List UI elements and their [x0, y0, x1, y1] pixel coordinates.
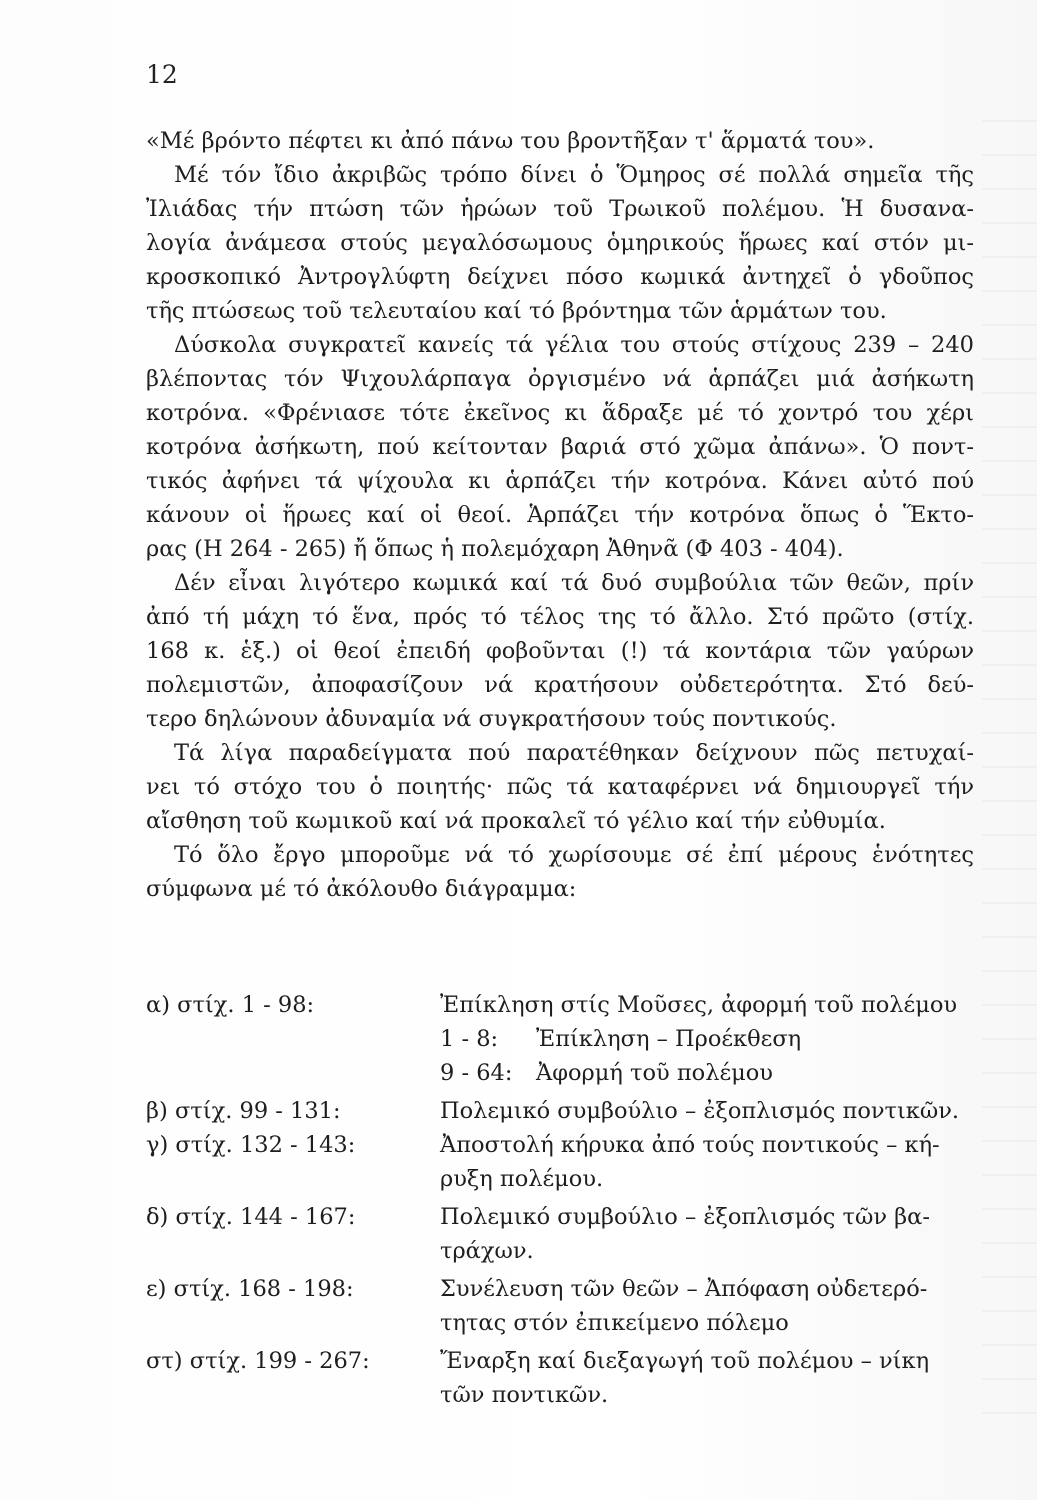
outline-row-continuation — [146, 1234, 996, 1268]
outline-text: Πολεμικό συμβούλιο – ἐξοπλισμός ποντικῶν. — [440, 1098, 960, 1124]
text-line: τερο δηλώνουν ἀδυναμία νά συγκρατήσουν τούς ποντικούς. — [146, 706, 837, 732]
outline-text: Ἐπίκληση στίς Μοῦσες, ἀφορμή τοῦ πολέμου — [440, 992, 958, 1018]
body-text — [146, 124, 974, 906]
outline-sub-label: 1 - 8: — [440, 1026, 499, 1052]
outline-row — [146, 988, 996, 1022]
outline-sub-text: Ἀφορμή τοῦ πολέμου — [536, 1060, 773, 1086]
text-line: ἀπό τή μάχη τό ἕνα, πρός τό τέλος της τό ἄλλο. Στό πρῶτο (στίχ. — [146, 604, 974, 630]
outline-text: τητας στόν ἐπικείμενο πόλεμο — [440, 1310, 789, 1336]
text-line: «Μέ βρόντο πέφτει κι ἀπό πάνω του βροντῆξαν τ' ἅρματά του». — [146, 128, 875, 154]
text-line: τῆς πτώσεως τοῦ τελευταίου καί τό βρόντημα τῶν ἁρμάτων του. — [146, 298, 887, 324]
outline-text: Πολεμικό συμβούλιο – ἐξοπλισμός τῶν βα- — [440, 1204, 930, 1230]
outline-text: ρυξη πολέμου. — [440, 1166, 604, 1192]
text-line: Ἰλιάδας τήν πτώση τῶν ἡρώων τοῦ Τρωικοῦ πολέμου. Ἡ δυσανα- — [146, 196, 974, 222]
outline-row — [146, 1128, 996, 1162]
text-line: αἴσθηση τοῦ κωμικοῦ καί νά προκαλεῖ τό γέλιο καί τήν εὐθυμία. — [146, 808, 886, 834]
text-line: ρας (Η 264 - 265) ἤ ὅπως ἡ πολεμόχαρη Ἀθηνᾶ (Φ 403 - 404). — [146, 536, 844, 562]
outline-label: δ) στίχ. 144 - 167: — [146, 1204, 356, 1230]
outline-label: γ) στίχ. 132 - 143: — [146, 1132, 356, 1158]
outline-subrow — [146, 1056, 996, 1090]
outline-label: ε) στίχ. 168 - 198: — [146, 1276, 354, 1302]
text-line: Μέ τόν ἴδιο ἀκριβῶς τρόπο δίνει ὁ Ὅμηρος σέ πολλά σημεῖα τῆς — [174, 162, 974, 188]
text-line: πολεμιστῶν, ἀποφασίζουν νά κρατήσουν οὐδετερότητα. Στό δεύ- — [146, 672, 974, 698]
outline-sub-text: Ἐπίκληση – Προέκθεση — [536, 1026, 802, 1052]
outline-subrow — [146, 1022, 996, 1056]
outline-text: τράχων. — [440, 1238, 534, 1264]
text-line: Δέν εἶναι λιγότερο κωμικά καί τά δυό συμβούλια τῶν θεῶν, πρίν — [174, 570, 974, 596]
outline-text: Ἔναρξη καί διεξαγωγή τοῦ πολέμου – νίκη — [440, 1348, 930, 1374]
outline-sub-label: 9 - 64: — [440, 1060, 513, 1086]
outline-label: α) στίχ. 1 - 98: — [146, 992, 315, 1018]
text-line: κροσκοπικό Ἀντρογλύφτη δείχνει πόσο κωμικά ἀντηχεῖ ὁ γδοῦπος — [146, 264, 974, 290]
text-line: τικός ἀφήνει τά ψίχουλα κι ἁρπάζει τήν κοτρόνα. Κάνει αὐτό πού — [146, 468, 974, 494]
outline-row-continuation — [146, 1162, 996, 1196]
text-line: Δύσκολα συγκρατεῖ κανείς τά γέλια του στούς στίχους 239 – 240 — [174, 332, 974, 358]
text-line: βλέποντας τόν Ψιχουλάρπαγα ὀργισμένο νά ἁρπάζει μιά ἀσήκωτη — [146, 366, 974, 392]
text-line: κάνουν οἱ ἥρωες καί οἱ θεοί. Ἁρπάζει τήν κοτρόνα ὅπως ὁ Ἕκτο- — [146, 502, 974, 528]
outline-text: τῶν ποντικῶν. — [440, 1382, 609, 1408]
outline-row — [146, 1272, 996, 1306]
page-number: 12 — [146, 60, 178, 89]
outline-label: στ) στίχ. 199 - 267: — [146, 1348, 370, 1374]
text-line: Τά λίγα παραδείγματα πού παρατέθηκαν δείχνουν πῶς πετυχαί- — [174, 740, 974, 766]
outline-text: Συνέλευση τῶν θεῶν – Ἀπόφαση οὐδετερό- — [440, 1276, 928, 1302]
outline-diagram — [146, 988, 996, 1412]
outline-row-continuation — [146, 1378, 996, 1412]
text-line: κοτρόνα ἀσήκωτη, πού κείτονταν βαριά στό χῶμα ἀπάνω». Ὁ ποντ- — [146, 434, 974, 460]
text-line: Τό ὅλο ἔργο μποροῦμε νά τό χωρίσουμε σέ ἐπί μέρους ἑνότητες — [174, 842, 974, 868]
outline-label: β) στίχ. 99 - 131: — [146, 1098, 341, 1124]
outline-row — [146, 1200, 996, 1234]
outline-row — [146, 1344, 996, 1378]
text-line: νει τό στόχο του ὁ ποιητής· πῶς τά καταφέρνει νά δημιουργεῖ τήν — [146, 774, 974, 800]
text-line: κοτρόνα. «Φρένιασε τότε ἐκεῖνος κι ἅδραξε μέ τό χοντρό του χέρι — [146, 400, 974, 426]
text-line: λογία ἀνάμεσα στούς μεγαλόσωμους ὁμηρικούς ἥρωες καί στόν μι- — [146, 230, 974, 256]
text-line: σύμφωνα μέ τό ἀκόλουθο διάγραμμα: — [146, 876, 577, 902]
outline-row-continuation — [146, 1306, 996, 1340]
text-line: 168 κ. ἑξ.) οἱ θεοί ἐπειδή φοβοῦνται (!) τά κοντάρια τῶν γαύρων — [146, 638, 974, 664]
outline-text: Ἀποστολή κήρυκα ἀπό τούς ποντικούς – κή- — [440, 1132, 940, 1158]
outline-row — [146, 1094, 996, 1128]
